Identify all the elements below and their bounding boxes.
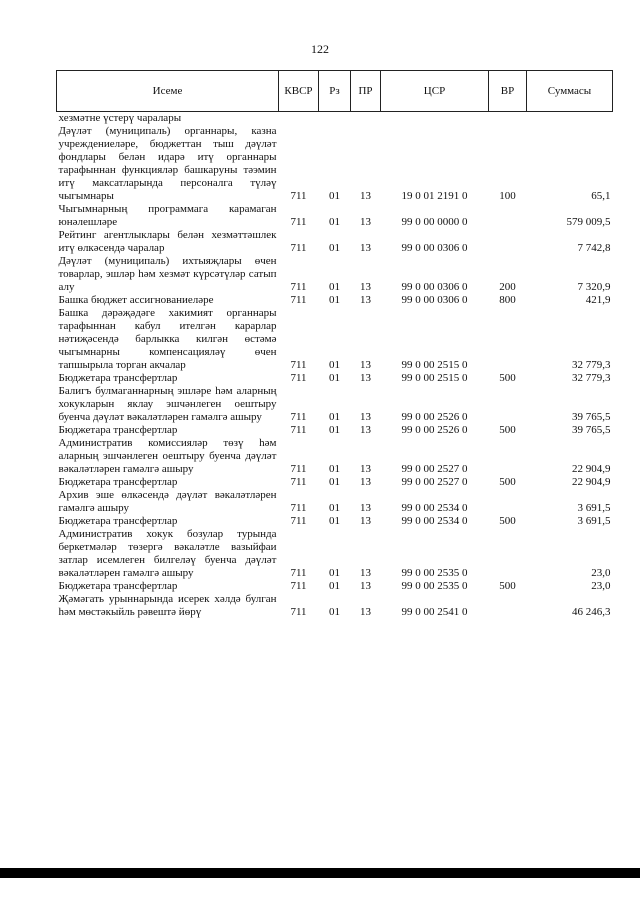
table-body: [57, 125, 613, 619]
row-vr: [489, 203, 527, 229]
row-name: Бюджетара трансфертлар: [58, 372, 178, 384]
row-vr: 500: [499, 580, 516, 592]
row-rz: 01: [329, 463, 340, 475]
row-sum: 23,0: [591, 580, 611, 592]
row-rz: 01: [329, 502, 340, 514]
col-header-name: Исеме: [57, 71, 279, 112]
table-row: [57, 307, 613, 372]
row-pr: 13: [360, 372, 371, 384]
row-rz: 01: [329, 281, 340, 293]
row-kvsr: 711: [290, 216, 307, 228]
row-sum: 65,1: [591, 190, 611, 202]
row-csr: 99 0 00 0000 0: [401, 216, 468, 228]
row-name: Балигъ булмаганнарның эшләре һәм аларның хокукларын яклау эшчәнлеген оештыру буенча дәүләт вәкаләтләрен гамәлгә ашыру: [58, 385, 277, 423]
row-csr: 99 0 00 2527 0: [401, 476, 468, 488]
row-sum: 3 691,5: [577, 502, 611, 514]
row-vr: 200: [499, 281, 516, 293]
row-vr: [489, 437, 527, 476]
row-vr: [489, 593, 527, 619]
row-rz: 01: [329, 567, 340, 579]
row-vr: 500: [499, 424, 516, 436]
row-name: Чыгымнарның программага карамаган юнәлешләре: [58, 203, 277, 228]
row-kvsr: 711: [290, 463, 307, 475]
budget-table: [56, 70, 613, 619]
row-kvsr: 711: [290, 281, 307, 293]
row-name: Бюджетара трансфертлар: [58, 424, 178, 436]
row-sum: 32 779,3: [572, 372, 611, 384]
row-kvsr: 711: [290, 242, 307, 254]
row-kvsr: 711: [290, 411, 307, 423]
table-row: [57, 528, 613, 580]
row-pr: 13: [360, 476, 371, 488]
col-header-rz: Рз: [319, 71, 351, 112]
row-pr: 13: [360, 294, 371, 306]
row-sum: 46 246,3: [572, 606, 611, 618]
row-pr: 13: [360, 242, 371, 254]
table-row: [57, 385, 613, 424]
row-name: Бюджетара трансфертлар: [58, 515, 178, 527]
table-row: [57, 372, 613, 385]
table-row: [57, 489, 613, 515]
row-name: Дәүләт (муниципаль) органнары, казна учреждениеләре, бюджеттан тыш дәүләт фондлары белән идарә итү органнары тарафыннан функцияләр башкаруны тәэмин итү максатларында персоналга түләү чыгымнары: [58, 125, 277, 202]
row-csr: 19 0 01 2191 0: [401, 190, 468, 202]
row-vr: [489, 307, 527, 372]
row-sum: 421,9: [585, 294, 611, 306]
row-sum: 7 742,8: [577, 242, 611, 254]
row-kvsr: 711: [290, 359, 307, 371]
row-csr: 99 0 00 2535 0: [401, 567, 468, 579]
row-rz: 01: [329, 372, 340, 384]
row-vr: [489, 385, 527, 424]
row-pr: 13: [360, 515, 371, 527]
row-name: Җәмәгать урыннарында исерек хәлдә булган һәм мөстәкыйль рәвештә йөрү: [58, 593, 277, 618]
row-sum: 22 904,9: [572, 476, 611, 488]
table-row: [57, 424, 613, 437]
row-csr: 99 0 00 2526 0: [401, 424, 468, 436]
row-pr: 13: [360, 190, 371, 202]
row-vr: [489, 229, 527, 255]
row-name: Башка дәрәҗәдәге хакимият органнары тарафыннан кабул ителгән карарлар нәтиҗәсендә барлыкка килгән өстәмә чыгымнарны компенсацияләү өчен тапшырыла торган акчалар: [58, 307, 277, 371]
row-kvsr: 711: [290, 372, 307, 384]
continuation-text: хезмәтне үстерү чаралары: [58, 112, 182, 124]
row-pr: 13: [360, 580, 371, 592]
row-kvsr: 711: [290, 502, 307, 514]
table-row: [57, 229, 613, 255]
row-rz: 01: [329, 580, 340, 592]
row-kvsr: 711: [290, 476, 307, 488]
row-rz: 01: [329, 476, 340, 488]
row-csr: 99 0 00 2535 0: [401, 580, 468, 592]
row-rz: 01: [329, 216, 340, 228]
row-sum: 39 765,5: [572, 411, 611, 423]
row-csr: 99 0 00 0306 0: [401, 281, 468, 293]
row-csr: 99 0 00 2515 0: [401, 359, 468, 371]
row-csr: 99 0 00 2534 0: [401, 515, 468, 527]
row-sum: 32 779,3: [572, 359, 611, 371]
row-vr: 100: [499, 190, 516, 202]
row-csr: 99 0 00 2526 0: [401, 411, 468, 423]
row-rz: 01: [329, 359, 340, 371]
row-kvsr: 711: [290, 606, 307, 618]
row-csr: 99 0 00 2527 0: [401, 463, 468, 475]
row-pr: 13: [360, 567, 371, 579]
row-rz: 01: [329, 424, 340, 436]
row-sum: 22 904,9: [572, 463, 611, 475]
row-vr: 500: [499, 476, 516, 488]
row-rz: 01: [329, 411, 340, 423]
row-sum: 3 691,5: [577, 515, 611, 527]
row-name: Архив эше өлкәсендә дәүләт вәкаләтләрен гамәлгә ашыру: [58, 489, 277, 514]
row-name: Административ хокук бозулар турында беркетмәләр төзергә вәкаләтле вазыйфаи затлар исемлеген билгеләү буенча дәүләт вәкаләтләрен гамәлгә ашыру: [58, 528, 277, 579]
col-header-vr: ВР: [489, 71, 527, 112]
table-row: [57, 255, 613, 294]
table-row: [57, 476, 613, 489]
row-sum: 39 765,5: [572, 424, 611, 436]
table-header-row: [57, 71, 613, 112]
row-sum: 579 009,5: [566, 216, 611, 228]
table-row: [57, 294, 613, 307]
table-row: [57, 125, 613, 203]
row-name: Административ комиссияләр төзү һәм аларның эшчәнлеген оештыру буенча дәүләт вәкаләтләрен гамәлгә ашыру: [58, 437, 277, 475]
row-kvsr: 711: [290, 294, 307, 306]
row-kvsr: 711: [290, 190, 307, 202]
row-pr: 13: [360, 281, 371, 293]
col-header-pr: ПР: [351, 71, 381, 112]
row-csr: 99 0 00 2541 0: [401, 606, 468, 618]
row-kvsr: 711: [290, 424, 307, 436]
table-row: [57, 593, 613, 619]
row-vr: 500: [499, 515, 516, 527]
row-rz: 01: [329, 606, 340, 618]
row-kvsr: 711: [290, 580, 307, 592]
page-number: 122: [311, 42, 329, 56]
row-name: Рейтинг агентлыклары белән хезмәттәшлек итү өлкәсендә чаралар: [58, 229, 277, 254]
row-vr: [489, 489, 527, 515]
continuation-row: [57, 112, 613, 126]
row-pr: 13: [360, 216, 371, 228]
row-csr: 99 0 00 0306 0: [401, 294, 468, 306]
table-row: [57, 580, 613, 593]
row-csr: 99 0 00 0306 0: [401, 242, 468, 254]
row-pr: 13: [360, 606, 371, 618]
row-kvsr: 711: [290, 515, 307, 527]
row-name: Бюджетара трансфертлар: [58, 580, 178, 592]
row-rz: 01: [329, 190, 340, 202]
row-name: Дәүләт (муниципаль) ихтыяҗлары өчен товарлар, эшләр һәм хезмәт күрсәтүләр сатып алу: [58, 255, 277, 293]
row-vr: 800: [499, 294, 516, 306]
table-row: [57, 203, 613, 229]
row-csr: 99 0 00 2515 0: [401, 372, 468, 384]
col-header-csr: ЦСР: [381, 71, 489, 112]
col-header-sum: Суммасы: [527, 71, 613, 112]
row-pr: 13: [360, 424, 371, 436]
row-vr: 500: [499, 372, 516, 384]
table-row: [57, 437, 613, 476]
row-pr: 13: [360, 463, 371, 475]
col-header-kvsr: КВСР: [279, 71, 319, 112]
row-pr: 13: [360, 502, 371, 514]
table-row: [57, 515, 613, 528]
scan-edge-bar: [0, 868, 640, 878]
row-kvsr: 711: [290, 567, 307, 579]
row-pr: 13: [360, 411, 371, 423]
row-rz: 01: [329, 242, 340, 254]
row-pr: 13: [360, 359, 371, 371]
row-sum: 7 320,9: [577, 281, 611, 293]
row-name: Башка бюджет ассигнованиеләре: [58, 294, 214, 306]
row-name: Бюджетара трансфертлар: [58, 476, 178, 488]
row-sum: 23,0: [591, 567, 611, 579]
row-rz: 01: [329, 294, 340, 306]
row-csr: 99 0 00 2534 0: [401, 502, 468, 514]
row-vr: [489, 528, 527, 580]
row-rz: 01: [329, 515, 340, 527]
